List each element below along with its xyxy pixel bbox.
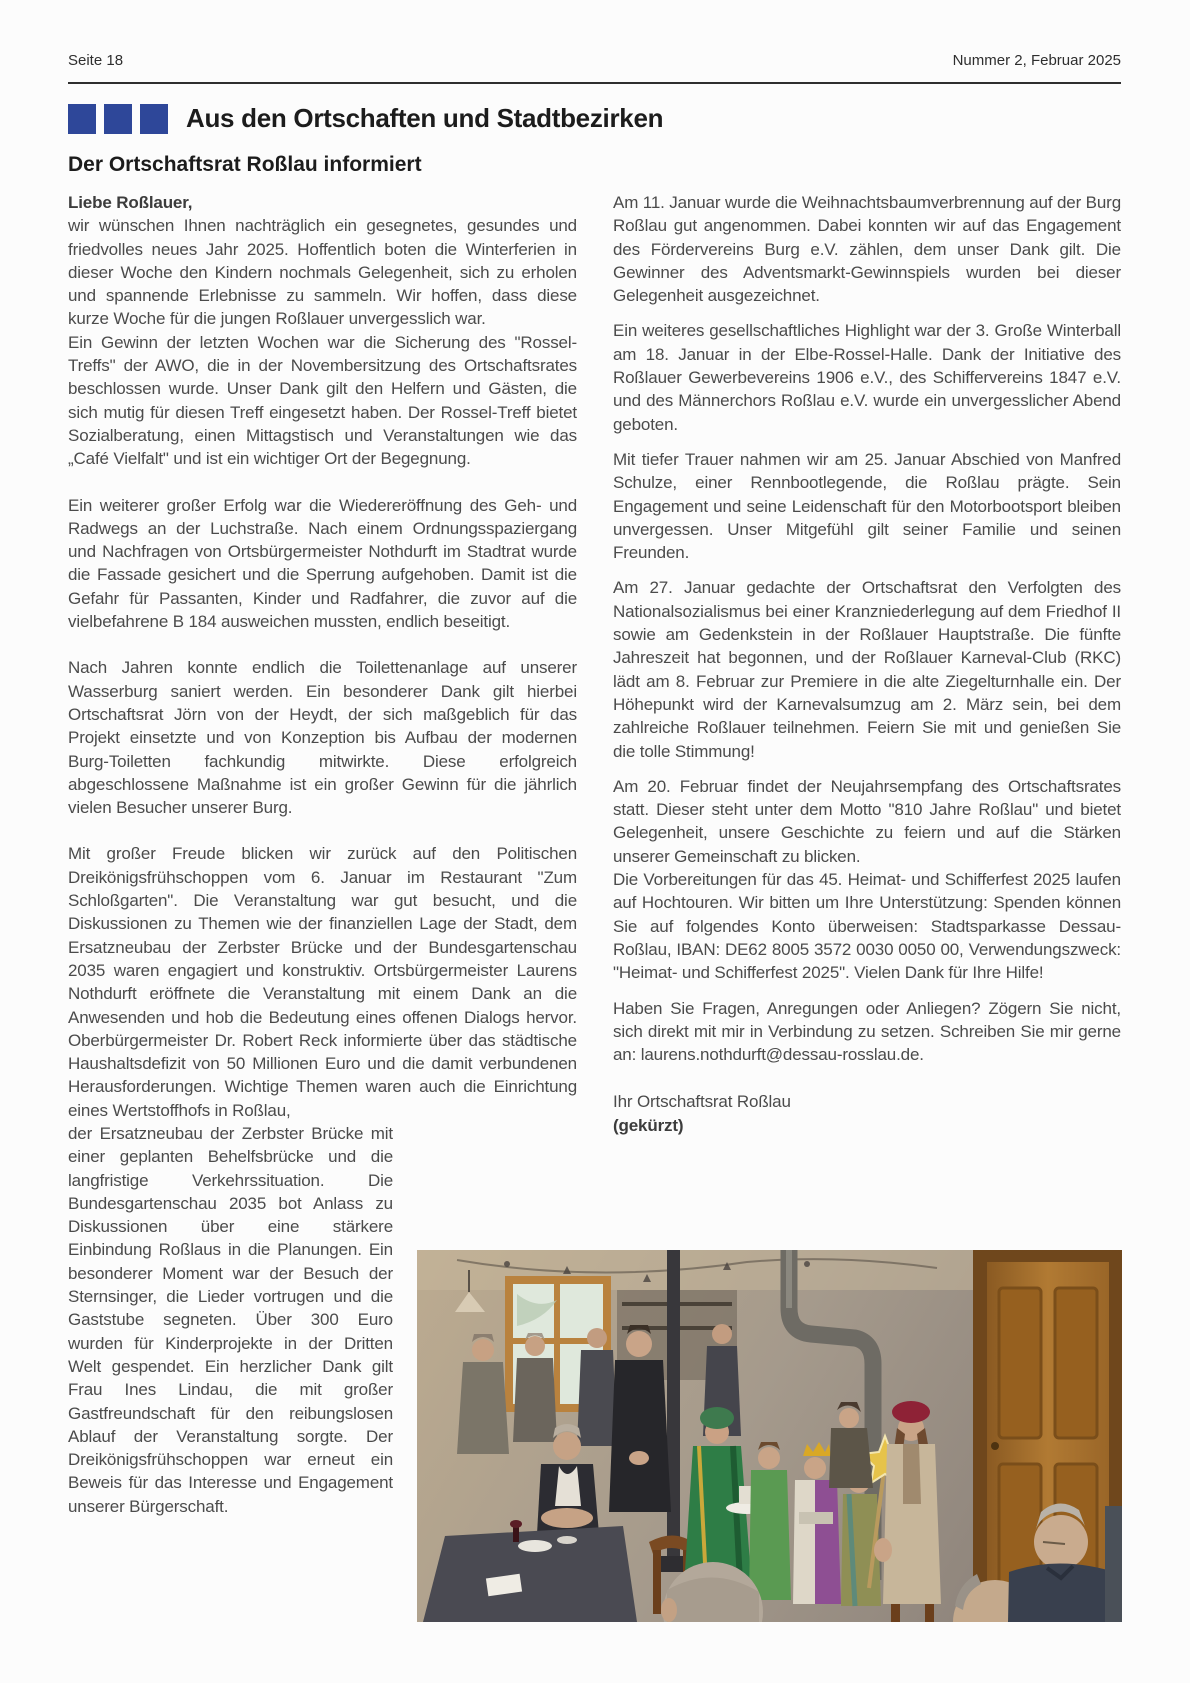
paragraph: Die Vorbereitungen für das 45. Heimat- und Schifferfest 2025 laufen auf Hochtouren. Wir bitten um Ihre Unterstützung: Spenden können Sie auf folgendes Konto überweisen: Stadtsparkasse Dessau-Roßlau, IBAN: DE62 8005 3572 0030 0050 00, Verwendungszweck: "Heimat- und Schifferfest 2025". Vielen Dank für Ihre Hilfe! [613, 870, 1121, 983]
paragraph: Ein weiteres gesellschaftliches Highlight war der 3. Große Winterball am 18. Januar in der Elbe-Rossel-Halle. Dank der Initiative des Roßlauer Gewerbevereins 1906 e.V., des Schiffervereins 1847 e.V. und des Männerchors Roßlau e.V. wurde ein unvergesslicher Abend geboten. [613, 321, 1121, 434]
paragraph: Am 27. Januar gedachte der Ortschaftsrat den Verfolgten des Nationalsozialismus bei einer Kranzniederlegung auf dem Friedhof II sowie am Gedenkstein in der Roßlauer Hauptstraße. Die fünfte Jahreszeit hat begonnen, und der Roßlauer Karneval-Club (RKC) lädt am 8. Februar zur Premiere in die alte Ziegelturnhalle ein. Der Höhepunkt wird der Karnevalsumzug am 2. März sein, bei dem zahlreiche Roßlauer teilnehmen. Feiern Sie mit und genießen Sie die tolle Stimmung! [613, 578, 1121, 761]
blue-square-icon [68, 104, 96, 134]
paragraph: wir wünschen Ihnen nachträglich ein gesegnetes, gesundes und friedvolles neues Jahr 2025. Hoffentlich boten die Winterferien in dieser Woche den Kindern nochmals Gelegenheit, sich zu erholen und spannende Erlebnisse zu sammeln. Wir hoffen, dass diese kurze Woche für die jungen Roßlauer unvergesslich war. [68, 216, 577, 329]
header-divider [68, 82, 1121, 84]
right-column [613, 191, 1121, 1137]
paragraph-narrow: der Ersatzneubau der Zerbster Brücke mit einer geplanten Behelfsbrücke und die langfristige Verkehrssituation. Die Bundesgartenschau 2035 bot Anlass zu Diskussionen über eine stärkere Einbindung Roßlaus in die Planungen. Ein besonderer Moment war der Besuch der Sternsinger, die Lieder vortrugen und die Gaststube segneten. Über 300 Euro wurden für Kinderprojekte in der Dritten Welt gespendet. Ein herzlicher Dank gilt Frau Ines Lindau, die mit großer Gastfreundschaft für den reibungslosen Ablauf der Veranstaltung sorgte. Der Dreikönigsfrühschoppen war erneut ein Beweis für das Interesse und Engagement unserer Bürgerschaft. [68, 1123, 393, 1516]
article-title: Der Ortschaftsrat Roßlau informiert [68, 153, 422, 176]
paragraph: Nach Jahren konnte endlich die Toilettenanlage auf unserer Wasserburg saniert werden. Ein besonderer Dank gilt hierbei Ortschaftsrat Jörn von der Heydt, der sich maßgeblich für das Projekt einsetzte und von Konzeption bis Aufbau der modernen Burg-Toiletten fachkundig mitwirkte. Diese erfolgreich abgeschlossene Maßnahme ist ein großer Gewinn für die jährlich vielen Besucher unserer Burg. [68, 658, 577, 818]
sternsinger-photo-illustration [417, 1250, 1122, 1622]
blue-square-icon [140, 104, 168, 134]
page-number: Seite 18 [68, 52, 124, 69]
article-photo [417, 1250, 1122, 1622]
salutation: Liebe Roßlauer, [68, 193, 193, 212]
paragraph: Am 11. Januar wurde die Weihnachtsbaumverbrennung auf der Burg Roßlau gut angenommen. Dabei konnten wir auf das Engagement des Fördervereins Burg e.V. zählen, dem unser Dank gilt. Die Gewinner des Adventsmarkt-Gewinnspiels wurden bei dieser Gelegenheit ausgezeichnet. [613, 193, 1121, 306]
signature: Ihr Ortschaftsrat Roßlau [613, 1092, 791, 1112]
blue-square-icon [104, 104, 132, 134]
paragraph: Mit großer Freude blicken wir zurück auf den Politischen Dreikönigsfrühschoppen vom 6. Januar im Restaurant "Zum Schloßgarten". Die Veranstaltung war gut besucht, und die Diskussionen zu Themen wie der finanziellen Lage der Stadt, dem Ersatzneubau der Zerbster Brücke und der Bundesgartenschau 2035 waren engagiert und konstruktiv. Ortsbürgermeister Laurens Nothdurft eröffnete die Veranstaltung mit einem Dank an die Anwesenden und hob die Bedeutung eines offenen Dialogs hervor. Oberbürgermeister Dr. Robert Reck informierte über das städtische Haushaltsdefizit von 50 Millionen Euro und die damit verbundenen Herausforderungen. Wichtige Themen waren auch die Einrichtung eines Wertstoffhofs in Roßlau, [68, 844, 577, 1120]
issue-date: Nummer 2, Februar 2025 [952, 52, 1121, 69]
section-heading [68, 103, 663, 134]
signature-note: (gekürzt) [613, 1115, 684, 1135]
paragraph: Mit tiefer Trauer nahmen wir am 25. Januar Abschied von Manfred Schulze, einer Rennbootlegende, die Roßlau prägte. Sein Engagement und seine Leidenschaft für den Motorbootsport bleiben unvergessen. Unser Mitgefühl gilt seiner Familie und seinen Freunden. [613, 449, 1121, 563]
paragraph: Am 20. Februar findet der Neujahrsempfang des Ortschaftsrates statt. Dieser steht unter dem Motto "810 Jahre Roßlau" und bietet Gelegenheit, unsere Geschichte zu feiern und auf die Stärken unserer Gemeinschaft zu blicken. [613, 776, 1121, 866]
section-title: Aus den Ortschaften und Stadtbezirken [186, 103, 664, 133]
paragraph: Ein Gewinn der letzten Wochen war die Sicherung des "Rossel-Treffs" der AWO, die in der Novembersitzung des Ortschaftsrates beschlossen wurde. Unser Dank gilt den Helfern und Gästen, die sich mutig für diesen Treff eingesetzt haben. Der Rossel-Treff bietet Sozialberatung, einen Mittagstisch und Veranstaltungen wie das „Café Vielfalt" und ist ein wichtiger Ort der Begegnung. [68, 332, 577, 469]
paragraph: Haben Sie Fragen, Anregungen oder Anliegen? Zögern Sie nicht, sich direkt mit mir in Verbindung zu setzen. Schreiben Sie mir gerne an: laurens.nothdurft@dessau-rosslau.de. [613, 998, 1121, 1065]
paragraph: Ein weiterer großer Erfolg war die Wiedereröffnung des Geh- und Radwegs an der Luchstraße. Nach einem Ordnungsspaziergang und Nachfragen von Ortsbürgermeister Nothdurft im Stadtrat wurde die Fassade gesichert und die Sperrung aufgehoben. Damit ist die Gefahr für Passanten, Kinder und Radfahrer, die zuvor auf die vielbefahrene B 184 ausweichen mussten, endlich beseitigt. [68, 495, 577, 632]
